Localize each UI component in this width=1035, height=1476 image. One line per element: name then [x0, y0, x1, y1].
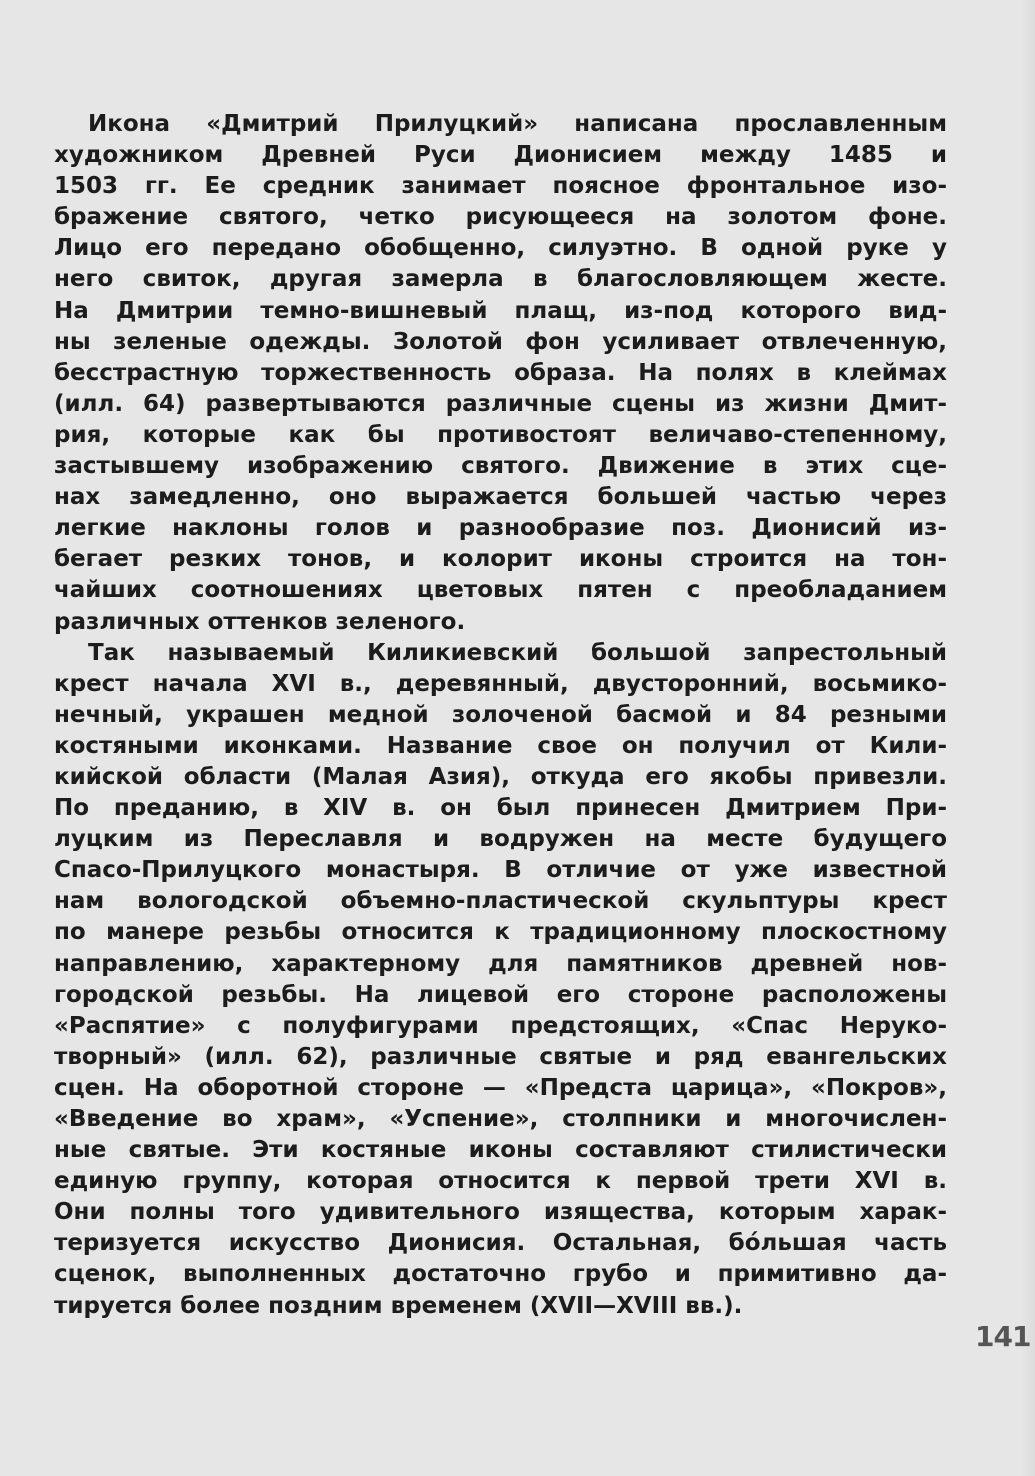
text-line: «Распятие» с полуфигурами предстоящих, «Спас Неруко-: [54, 1012, 947, 1039]
paragraph-icon-description: [54, 109, 947, 638]
text-line: рия, которые как бы противостоят величаво-степенному,: [54, 421, 947, 448]
text-line: кийской области (Малая Азия), откуда его якобы привезли.: [54, 763, 947, 790]
body-text: [54, 109, 947, 1322]
text-line: бесстрастную торжественность образа. На полях в клеймах: [54, 359, 947, 386]
text-line: На Дмитрии темно-вишневый плащ, из-под которого вид-: [54, 297, 947, 324]
text-line: По преданию, в XIV в. он был принесен Дмитрием При-: [54, 795, 947, 822]
text-line: творный» (илл. 62), различные святые и ряд евангельских: [54, 1043, 947, 1070]
text-line: бражение святого, четко рисующееся на золотом фоне.: [54, 204, 947, 231]
text-line: Икона «Дмитрий Прилуцкий» написана прославленным: [88, 111, 947, 137]
text-line: теризуется искусство Дионисия. Остальная, бóльшая часть: [54, 1230, 947, 1257]
text-line: «Введение во храм», «Успение», столпники и многочислен-: [54, 1106, 947, 1132]
page-edge: [1021, 0, 1035, 1476]
text-line: направлению, характерному для памятников древней нов-: [54, 950, 947, 977]
text-line: легкие наклоны голов и разнообразие поз. Дионисий из-: [54, 515, 947, 542]
text-line: сцен. На оборотной стороне — «Предста царица», «Покров»,: [54, 1074, 947, 1101]
text-line: единую группу, которая относится к первой трети XVI в.: [54, 1168, 947, 1195]
text-line: застывшему изображению святого. Движение в этих сце-: [54, 453, 947, 480]
text-line: тируется более поздним временем (XVII—XVIII вв.).: [54, 1292, 743, 1319]
text-line: Спасо-Прилуцкого монастыря. В отличие от уже известной: [54, 857, 947, 884]
text-line: Так называемый Киликиевский большой запрестольный: [88, 639, 947, 666]
text-line: луцким из Переславля и водружен на месте будущего: [54, 826, 947, 853]
text-line: чайших соотношениях цветовых пятен с преобладанием: [54, 577, 947, 604]
text-line: по манере резьбы относится к традиционному плоскостному: [54, 919, 947, 946]
text-line: 1503 гг. Ее средник занимает поясное фронтальное изо-: [54, 173, 947, 200]
text-line: Лицо его передано обобщенно, силуэтно. В одной руке у: [54, 235, 947, 262]
text-line: сценок, выполненных достаточно грубо и примитивно да-: [54, 1261, 947, 1288]
text-line: Они полны того удивительного изящества, которым харак-: [54, 1199, 947, 1226]
text-line: нечный, украшен медной золоченой басмой и 84 резными: [54, 701, 947, 728]
text-line: костяными иконками. Название свое он получил от Кили-: [54, 732, 947, 759]
text-line: городской резьбы. На лицевой его стороне расположены: [54, 981, 947, 1008]
page-number: 141: [975, 1320, 1031, 1353]
text-line: различных оттенков зеленого.: [54, 608, 466, 635]
text-line: (илл. 64) развертываются различные сцены из жизни Дмит-: [54, 390, 947, 417]
text-line: крест начала XVI в., деревянный, двусторонний, восьмико-: [54, 670, 947, 697]
text-line: нам вологодской объемно-пластической скульптуры крест: [54, 888, 947, 915]
text-line: него свиток, другая замерла в благословляющем жесте.: [54, 266, 947, 293]
paragraph-cross-description: [54, 638, 947, 1322]
text-line: нах замедленно, оно выражается большей частью через: [54, 484, 947, 511]
text-line: ны зеленые одежды. Золотой фон усиливает отвлеченную,: [54, 328, 947, 355]
text-line: ные святые. Эти костяные иконы составляют стилистически: [54, 1137, 947, 1164]
text-line: художником Древней Руси Дионисием между 1485 и: [54, 142, 947, 169]
text-line: бегает резких тонов, и колорит иконы строится на тон-: [54, 546, 947, 573]
